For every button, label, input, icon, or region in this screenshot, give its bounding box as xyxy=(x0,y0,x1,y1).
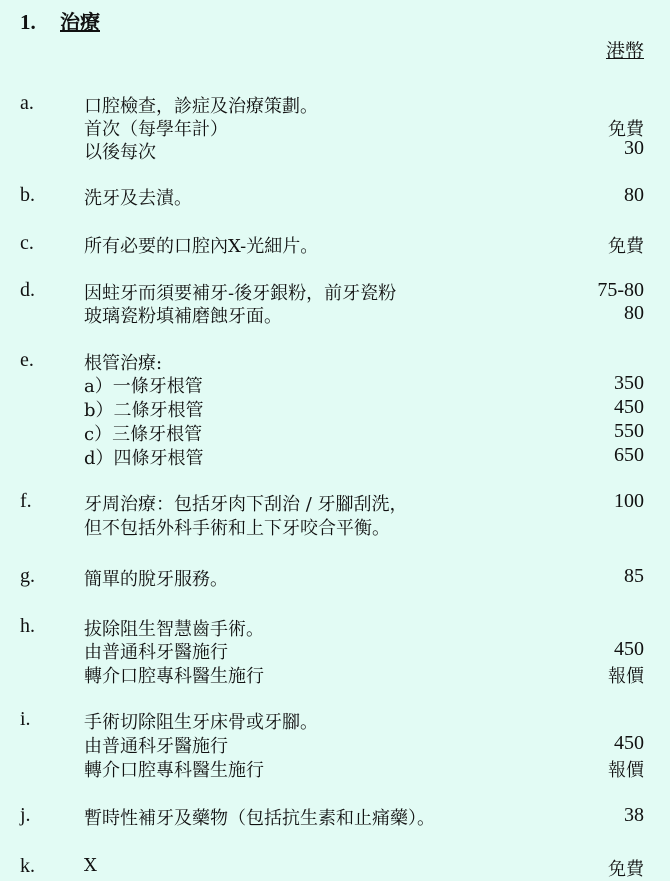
item-subline: 首次（每學年計） xyxy=(84,119,228,140)
item-letter: a. xyxy=(20,92,34,114)
item-price: 100 xyxy=(614,490,644,512)
item-description: 所有必要的口腔內X-光細片。 xyxy=(84,236,319,257)
item-price: 550 xyxy=(614,420,644,442)
item-subline: 玻璃瓷粉填補磨蝕牙面。 xyxy=(84,306,282,327)
section-number: 1. xyxy=(20,10,36,34)
item-subline: 由普通科牙醫施行 xyxy=(84,642,228,663)
item-letter: f. xyxy=(20,490,32,512)
item-description: 牙周治療：包括牙肉下刮治 / 牙腳刮洗， xyxy=(84,494,408,515)
item-letter: c. xyxy=(20,232,34,254)
item-letter: g. xyxy=(20,565,35,587)
item-price: 80 xyxy=(624,302,644,324)
item-subline: a）一條牙根管 xyxy=(84,376,203,397)
item-letter: i. xyxy=(20,708,31,730)
item-description: 根管治療: xyxy=(84,353,163,374)
item-letter: e. xyxy=(20,349,34,371)
item-description: 簡單的脫牙服務。 xyxy=(84,569,228,590)
item-price: 450 xyxy=(614,638,644,660)
item-subline: c）三條牙根管 xyxy=(84,424,203,445)
item-price: 650 xyxy=(614,444,644,466)
item-description: X xyxy=(84,855,97,876)
item-price: 80 xyxy=(624,184,644,206)
item-subline: 轉介口腔專科醫生施行 xyxy=(84,666,264,687)
item-price: 30 xyxy=(624,137,644,159)
item-letter: k. xyxy=(20,855,35,877)
item-description: 拔除阻生智慧齒手術。 xyxy=(84,619,264,640)
section-heading xyxy=(20,6,100,35)
item-description: 洗牙及去漬。 xyxy=(84,188,192,209)
item-letter: d. xyxy=(20,279,35,301)
item-price: 報價 xyxy=(608,760,644,781)
item-subline: b）二條牙根管 xyxy=(84,400,204,421)
item-price: 75-80 xyxy=(597,279,644,301)
item-subline: d）四條牙根管 xyxy=(84,448,204,469)
item-price: 38 xyxy=(624,804,644,826)
item-letter: h. xyxy=(20,615,35,637)
item-price: 350 xyxy=(614,372,644,394)
item-price: 免費 xyxy=(608,236,644,257)
item-price: 報價 xyxy=(608,666,644,687)
item-subline: 以後每次 xyxy=(84,142,156,163)
item-description: 口腔檢查，診症及治療策劃。 xyxy=(84,96,318,117)
item-description: 暫時性補牙及藥物（包括抗生素和止痛藥）。 xyxy=(84,808,435,829)
section-title: 治療 xyxy=(60,10,100,34)
item-letter: b. xyxy=(20,184,35,206)
item-price: 免費 xyxy=(608,119,644,140)
item-price: 450 xyxy=(614,732,644,754)
item-subline: 但不包括外科手術和上下牙咬合平衡。 xyxy=(84,518,390,539)
item-letter: j. xyxy=(20,804,31,826)
item-subline: 由普通科牙醫施行 xyxy=(84,736,228,757)
currency-header: 港幣 xyxy=(605,40,644,62)
item-price: 450 xyxy=(614,396,644,418)
item-subline: 轉介口腔專科醫生施行 xyxy=(84,760,264,781)
item-description: 手術切除阻生牙床骨或牙腳。 xyxy=(84,712,318,733)
item-description: 因蛀牙而須要補牙-後牙銀粉，前牙瓷粉 xyxy=(84,283,397,304)
item-price: 85 xyxy=(624,565,644,587)
item-price: 免費 xyxy=(608,859,644,880)
